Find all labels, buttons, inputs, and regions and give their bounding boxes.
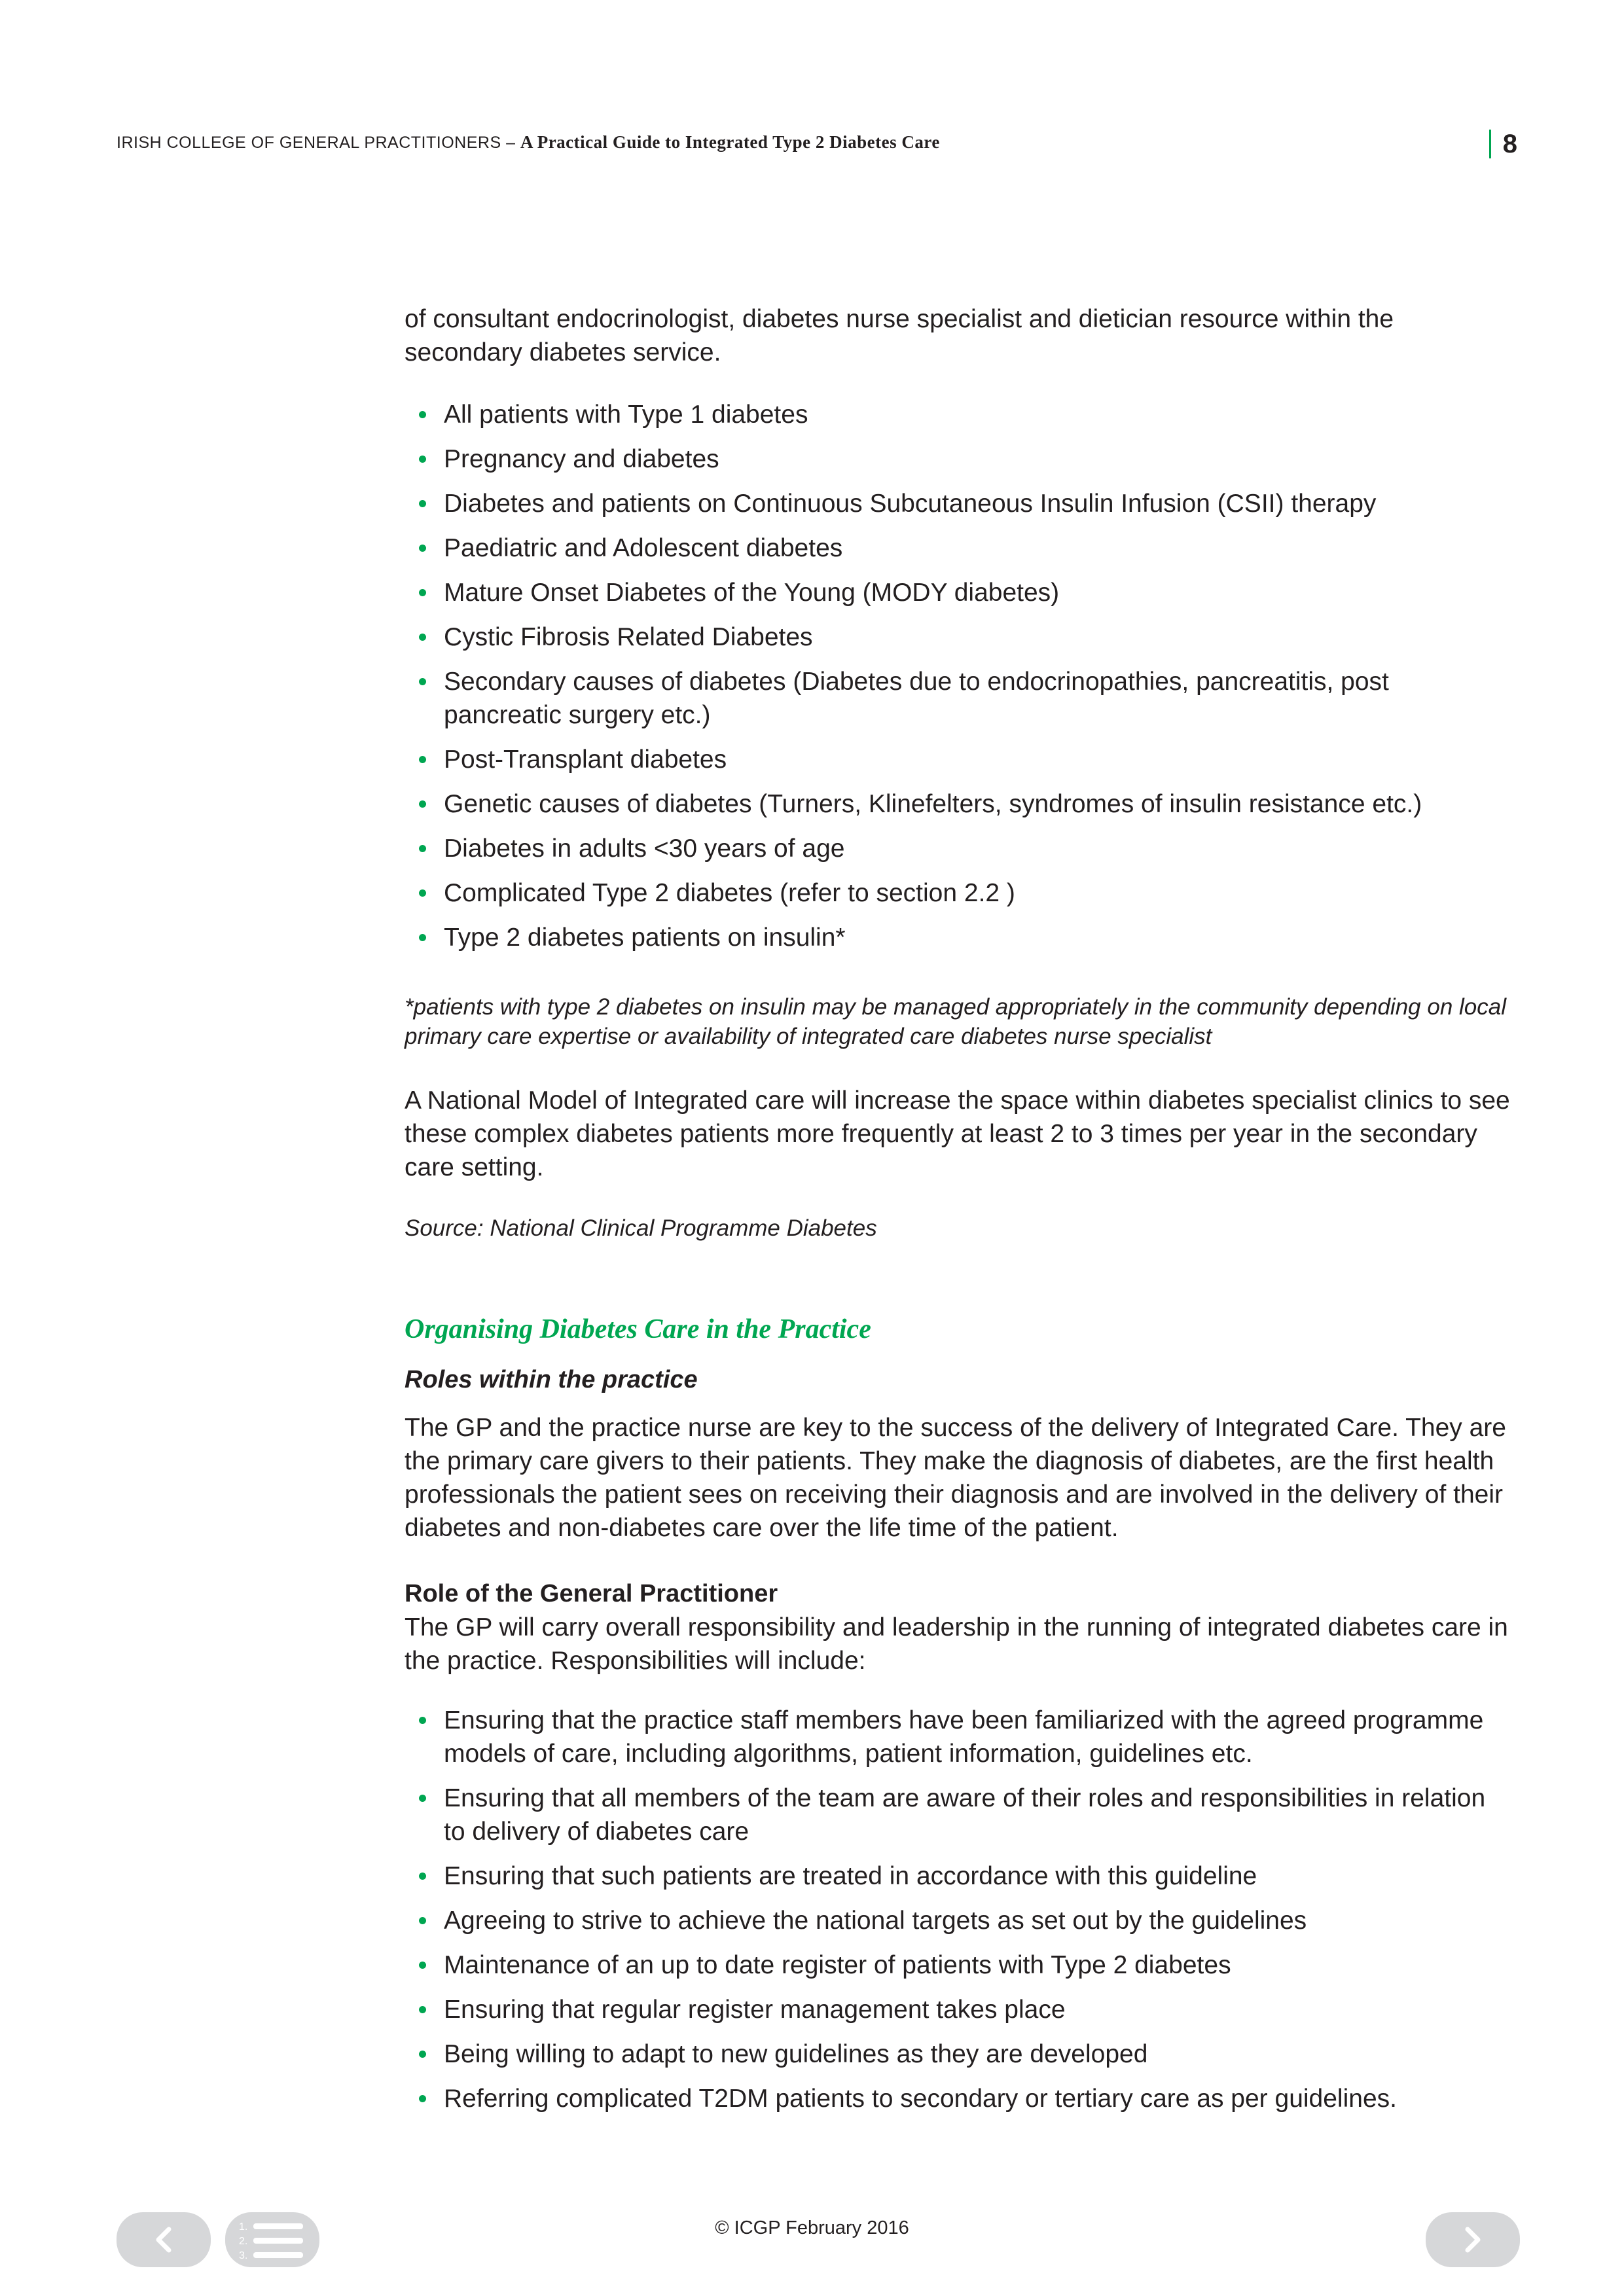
list-item-text: Ensuring that all members of the team are aware of their roles and responsibilities in relation to delivery of diabetes care [444,1784,1486,1846]
list-item [405,1704,1511,1770]
list-item-text: Being willing to adapt to new guidelines as they are developed [444,2040,1148,2068]
bullet-icon [419,1873,426,1880]
list-item-text: Mature Onset Diabetes of the Young (MODY diabetes) [444,579,1060,607]
next-page-button[interactable] [1426,2212,1520,2267]
list-item [405,1904,1511,1937]
list-item [405,398,1511,431]
list-item [405,665,1511,732]
svg-text:2.: 2. [239,2236,248,2247]
list-item-text: Ensuring that such patients are treated in accordance with this guideline [444,1862,1257,1890]
page-number-divider [1489,130,1491,158]
list-item-text: Agreeing to strive to achieve the national targets as set out by the guidelines [444,1907,1307,1935]
list-item [405,442,1511,476]
bullet-icon [419,1962,426,1969]
header-separator: – [501,134,520,152]
list-item-text: Cystic Fibrosis Related Diabetes [444,623,813,651]
list-item-text: Diabetes and patients on Continuous Subcutaneous Insulin Infusion (CSII) therapy [444,490,1377,518]
bullet-icon [419,2006,426,2013]
running-header [117,132,940,152]
bullet-icon [419,634,426,641]
list-item [405,1948,1511,1982]
roles-paragraph: The GP and the practice nurse are key to the success of the delivery of Integrated Care. They are the primary care givers to their patients. They make the diagnosis of diabetes, are the first health professionals the patient sees on receiving their diagnosis and are involved in the delivery of their diabetes and non-diabetes care over the life time of the patient. [405,1414,1506,1542]
list-item-text: Maintenance of an up to date register of patients with Type 2 diabetes [444,1951,1231,1979]
page-number-block [1489,127,1517,161]
list-item [405,921,1511,954]
insulin-footnote: *patients with type 2 diabetes on insulin may be managed appropriately in the community depending on local primary care expertise or availability of integrated care diabetes nurse specialist [405,994,1506,1049]
list-item [405,1782,1511,1848]
bullet-icon [419,889,426,897]
list-item-text: Post-Transplant diabetes [444,745,727,774]
list-item-text: Ensuring that the practice staff members have been familiarized with the agreed programme models of care, including algorithms, patient information, guidelines etc. [444,1706,1484,1768]
list-item-text: Ensuring that regular register management takes place [444,1996,1066,2024]
list-item-text: Paediatric and Adolescent diabetes [444,534,843,562]
bullet-icon [419,589,426,596]
header-title: A Practical Guide to Integrated Type 2 Diabetes Care [520,132,940,152]
bullet-icon [419,845,426,852]
bullet-icon [419,1717,426,1724]
main-content [405,302,1511,2126]
list-item [405,832,1511,865]
page-number: 8 [1502,129,1517,158]
roles-heading: Roles within the practice [405,1366,698,1393]
svg-text:3.: 3. [239,2250,248,2261]
bullet-icon [419,2095,426,2102]
list-item [405,743,1511,776]
list-item [405,1859,1511,1893]
gp-role-heading: Role of the General Practitioner [405,1580,778,1607]
list-item-text: All patients with Type 1 diabetes [444,401,808,429]
copyright-footer: © ICGP February 2016 [715,2217,909,2238]
list-item-text: Referring complicated T2DM patients to secondary or tertiary care as per guidelines. [444,2085,1397,2113]
bullet-icon [419,2051,426,2058]
bullet-icon [419,678,426,685]
list-item [405,2082,1511,2115]
list-item [405,487,1511,520]
list-item [405,876,1511,910]
list-item [405,1993,1511,2026]
list-item-text: Diabetes in adults <30 years of age [444,834,845,863]
bullet-icon [419,1795,426,1802]
list-item [405,2037,1511,2071]
gp-responsibilities-list [405,1704,1511,2115]
header-org: IRISH COLLEGE OF GENERAL PRACTITIONERS [117,134,501,152]
list-item-text: Complicated Type 2 diabetes (refer to section 2.2 ) [444,879,1015,907]
bullet-icon [419,1917,426,1924]
list-item [405,787,1511,821]
bullet-icon [419,800,426,808]
bullet-icon [419,411,426,418]
list-item [405,620,1511,654]
chevron-right-icon [1460,2225,1486,2254]
list-item [405,531,1511,565]
national-model-paragraph: A National Model of Integrated care will increase the space within diabetes specialist clinics to see these complex diabetes patients more frequently at least 2 to 3 times per year in the secondary care setting. [405,1086,1510,1181]
page-header [117,127,1517,166]
bullet-icon [419,456,426,463]
list-item-text: Genetic causes of diabetes (Turners, Klinefelters, syndromes of insulin resistance etc.) [444,790,1422,818]
source-citation: Source: National Clinical Programme Diabetes [405,1215,877,1241]
bullet-icon [419,500,426,507]
list-item-text: Secondary causes of diabetes (Diabetes due to endocrinopathies, pancreatitis, post pancreatic surgery etc.) [444,668,1389,729]
section-heading: Organising Diabetes Care in the Practice [405,1314,871,1344]
bullet-icon [419,934,426,941]
bullet-icon [419,545,426,552]
intro-paragraph: of consultant endocrinologist, diabetes nurse specialist and dietician resource within the secondary diabetes service. [405,305,1394,367]
specialist-care-list [405,398,1511,954]
list-item-text: Type 2 diabetes patients on insulin* [444,924,846,952]
svg-text:1.: 1. [239,2221,248,2233]
list-item [405,576,1511,609]
gp-role-paragraph: The GP will carry overall responsibility and leadership in the running of integrated diabetes care in the practice. Responsibilities will include: [405,1613,1508,1675]
bullet-icon [419,756,426,763]
list-item-text: Pregnancy and diabetes [444,445,719,473]
